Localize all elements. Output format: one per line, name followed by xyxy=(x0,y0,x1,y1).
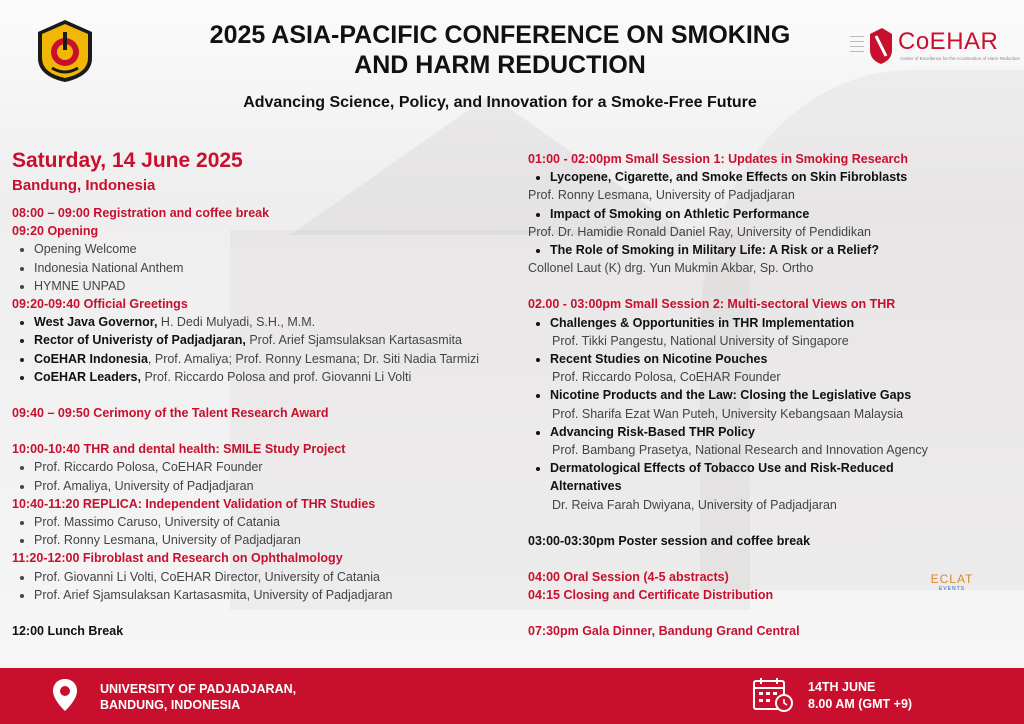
talk-speaker: Prof. Riccardo Polosa, CoEHAR Founder xyxy=(552,370,781,385)
lunch-break: 12:00 Lunch Break xyxy=(12,624,124,639)
talk-title: • Impact of Smoking on Athletic Performance xyxy=(550,205,998,223)
eclat-logo-subtext: EVENTS xyxy=(938,586,965,592)
opening-list xyxy=(12,240,512,295)
list-item: • Prof. Massimo Caruso, University of Catania xyxy=(34,513,512,531)
greeting-names: Prof. Arief Sjamsulaksan Kartasasmita xyxy=(245,333,462,348)
venue-address xyxy=(100,681,296,713)
greeting-names: , Prof. Amaliya; Prof. Ronny Lesmana; Dr. Siti Nadia Tarmizi xyxy=(147,351,480,366)
list-item: • Prof. Arief Sjamsulaksan Kartasasmita, University of Padjadjaran xyxy=(34,586,512,604)
talk-title: • The Role of Smoking in Military Life: A Risk or a Relief? xyxy=(550,241,998,259)
event-day: Saturday, 14 June 2025 xyxy=(12,149,243,172)
fibroblast-session-title: 11:20-12:00 Fibroblast and Research on Ophthalmology xyxy=(12,551,343,566)
coehar-logo xyxy=(850,26,1021,70)
talk-speaker: Prof. Tikki Pangestu, National University of Singapore xyxy=(552,333,849,348)
greeting-role: Rector of Univeristy of Padjadjaran, xyxy=(34,333,246,348)
talk-title: • Nicotine Products and the Law: Closing the Legislative Gaps xyxy=(550,386,998,404)
poster-session: 03:00-03:30pm Poster session and coffee break xyxy=(528,533,811,548)
session-2-talks xyxy=(528,314,998,332)
footer-bar xyxy=(0,668,1024,724)
greeting-names: Prof. Riccardo Polosa and prof. Giovanni Li Volti xyxy=(140,369,412,384)
list-item xyxy=(34,313,512,331)
coehar-logo-text: CoEHAR xyxy=(898,28,999,55)
greetings-list xyxy=(12,313,512,386)
replica-session-title: 10:40-11:20 REPLICA: Independent Validation of THR Studies xyxy=(12,496,376,511)
morning-program xyxy=(12,146,512,640)
list-item xyxy=(34,368,512,386)
title-line-2: AND HARM REDUCTION xyxy=(354,51,646,79)
fibroblast-speakers xyxy=(12,568,512,604)
registration-slot: 08:00 – 09:00 Registration and coffee break xyxy=(12,206,270,220)
list-item: • Prof. Riccardo Polosa, CoEHAR Founder xyxy=(34,458,512,476)
talk-speaker: Prof. Ronny Lesmana, University of Padjadjaran xyxy=(528,188,795,203)
page-title xyxy=(150,20,850,80)
page-subtitle: Advancing Science, Policy, and Innovation for a Smoke-Free Future xyxy=(243,94,757,111)
session-2-talk-2 xyxy=(528,350,998,368)
coehar-mark-icon xyxy=(868,28,894,64)
session-2-talk-4 xyxy=(528,423,998,441)
list-item: • Opening Welcome xyxy=(34,240,512,258)
greeting-role: CoEHAR Indonesia xyxy=(34,351,148,366)
event-city: Bandung, Indonesia xyxy=(12,177,156,194)
afternoon-program xyxy=(528,150,998,641)
list-item xyxy=(34,350,512,368)
greeting-names: H. Dedi Mulyadi, S.H., M.M. xyxy=(157,315,316,330)
talk-speaker: Prof. Bambang Prasetya, National Research and Innovation Agency xyxy=(552,443,928,458)
session-1-talk-3 xyxy=(528,241,998,259)
session-1-talk-2 xyxy=(528,205,998,223)
greeting-role: West Java Governor, xyxy=(34,315,158,330)
eclat-logo xyxy=(920,572,984,592)
list-item xyxy=(34,331,512,349)
session-2-talk-3 xyxy=(528,386,998,404)
title-line-1: 2025 ASIA-PACIFIC CONFERENCE ON SMOKING xyxy=(209,21,791,49)
smile-speakers xyxy=(12,458,512,494)
venue-line-2: BANDUNG, INDONESIA xyxy=(100,698,241,712)
gala-dinner: 07:30pm Gala Dinner, Bandung Grand Central xyxy=(528,624,800,639)
replica-speakers xyxy=(12,513,512,549)
talk-speaker: Prof. Dr. Hamidie Ronald Daniel Ray, University of Pendidikan xyxy=(528,224,871,239)
venue-line-1: UNIVERSITY OF PADJADJARAN, xyxy=(100,682,297,696)
event-time: 8.00 AM (GMT +9) xyxy=(808,697,913,711)
greeting-role: CoEHAR Leaders, xyxy=(34,369,141,384)
calendar-clock-icon xyxy=(752,676,794,714)
award-ceremony: 09:40 – 09:50 Cerimony of the Talent Research Award xyxy=(12,406,329,421)
talk-title: • Recent Studies on Nicotine Pouches xyxy=(550,350,998,368)
oral-session: 04:00 Oral Session (4-5 abstracts) xyxy=(528,570,729,585)
logo-lines xyxy=(850,36,864,56)
talk-title: • Advancing Risk-Based THR Policy xyxy=(550,423,998,441)
list-item: • Prof. Ronny Lesmana, University of Padjadjaran xyxy=(34,531,512,549)
talk-title: • Dermatological Effects of Tobacco Use and Risk-Reduced Alternatives xyxy=(550,459,950,495)
talk-speaker: Prof. Sharifa Ezat Wan Puteh, University Kebangsaan Malaysia xyxy=(552,406,904,421)
eclat-logo-text: ECLAT xyxy=(930,572,974,586)
event-date: 14TH JUNE xyxy=(808,680,876,694)
opening-title: 09:20 Opening xyxy=(12,224,99,239)
session-2-talk-5 xyxy=(528,459,998,495)
session-2-title: 02.00 - 03:00pm Small Session 2: Multi-sectoral Views on THR xyxy=(528,297,896,312)
unpad-logo xyxy=(34,18,96,84)
event-datetime xyxy=(808,679,912,713)
greetings-title: 09:20-09:40 Official Greetings xyxy=(12,297,188,312)
list-item: • Prof. Amaliya, University of Padjadjaran xyxy=(34,477,512,495)
session-1-talks xyxy=(528,168,998,186)
session-1-title: 01:00 - 02:00pm Small Session 1: Updates in Smoking Research xyxy=(528,152,909,166)
smile-session-title: 10:00-10:40 THR and dental health: SMILE Study Project xyxy=(12,442,346,457)
talk-title: • Lycopene, Cigarette, and Smoke Effects on Skin Fibroblasts xyxy=(550,168,998,186)
list-item: • Indonesia National Anthem xyxy=(34,259,512,277)
talk-speaker: Collonel Laut (K) drg. Yun Mukmin Akbar, Sp. Ortho xyxy=(528,261,814,276)
list-item: • Prof. Giovanni Li Volti, CoEHAR Director, University of Catania xyxy=(34,568,512,586)
talk-title: • Challenges & Opportunities in THR Implementation xyxy=(550,314,998,332)
coehar-logo-subtext: Center of Excellence for the Acceleration of Harm Reduction xyxy=(900,56,1021,61)
list-item: • HYMNE UNPAD xyxy=(34,277,512,295)
location-pin-icon xyxy=(52,678,78,712)
talk-speaker: Dr. Reiva Farah Dwiyana, University of Padjadjaran xyxy=(552,497,837,512)
closing-ceremony: 04:15 Closing and Certificate Distribution xyxy=(528,588,774,603)
